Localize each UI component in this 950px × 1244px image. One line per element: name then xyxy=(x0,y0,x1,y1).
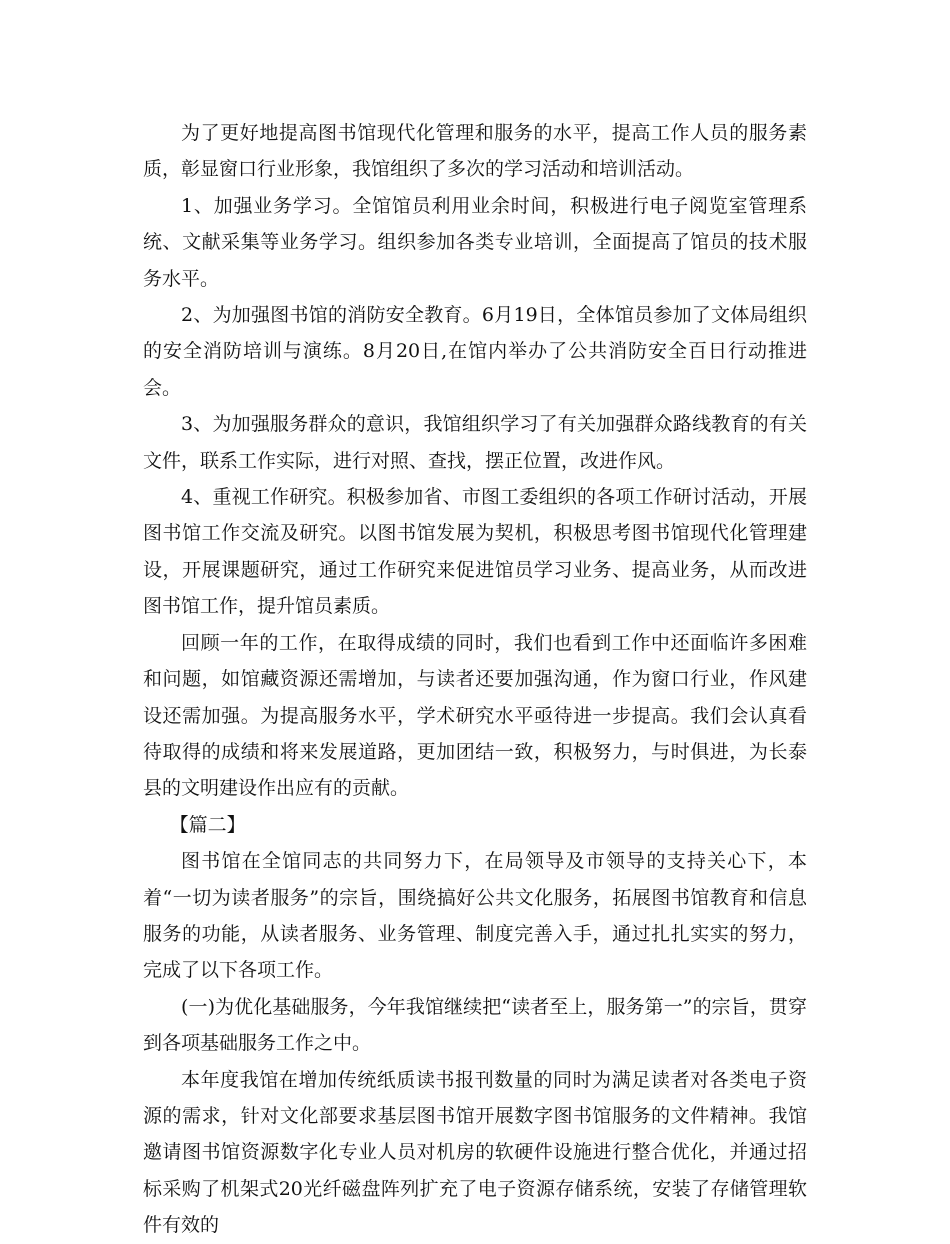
section-paragraph-intro: 图书馆在全馆同志的共同努力下，在局领导及市领导的支持关心下，本着“一切为读者服务”的宗旨，围绕搞好公共文化服务，拓展图书馆教育和信息服务的功能，从读者服务、业务管理、制度完善入手，通过扎扎实实的努力，完成了以下各项工作。 xyxy=(143,850,807,982)
paragraph-item-1: 1、加强业务学习。全馆馆员利用业余时间，积极进行电子阅览室管理系统、文献采集等业务学习。组织参加各类专业培训，全面提高了馆员的技术服务水平。 xyxy=(143,194,807,290)
paragraph-item-4: 4、重视工作研究。积极参加省、市图工委组织的各项工作研讨活动，开展图书馆工作交流及研究。以图书馆发展为契机，积极思考图书馆现代化管理建设，开展课题研究，通过工作研究来促进馆员学习业务、提高业务，从而改进图书馆工作，提升馆员素质。 xyxy=(143,486,807,618)
paragraph-item-3: 3、为加强服务群众的意识，我馆组织学习了有关加强群众路线教育的有关文件，联系工作实际，进行对照、查找，摆正位置，改进作风。 xyxy=(143,413,807,472)
paragraph-item-2: 2、为加强图书馆的消防安全教育。6月19日，全体馆员参加了文体局组织的安全消防培训与演练。8月20日,在馆内举办了公共消防安全百日行动推进会。 xyxy=(143,304,807,399)
section-paragraph-item-1: (一)为优化基础服务，今年我馆继续把“读者至上，服务第一”的宗旨，贯穿到各项基础服务工作之中。 xyxy=(143,995,807,1055)
paragraph-review: 回顾一年的工作，在取得成绩的同时，我们也看到工作中还面临许多困难和问题，如馆藏资源还需增加，与读者还要加强沟通，作为窗口行业，作风建设还需加强。为提高服务水平，学术研究水平亟待进一步提高。我们会认真看待取得的成绩和将来发展道路，更加团结一致，积极努力，与时俱进，为长泰县的文明建设作出应有的贡献。 xyxy=(143,631,807,800)
document-body xyxy=(143,115,807,1244)
section-title: 【篇二】 xyxy=(169,813,246,836)
paragraph-intro: 为了更好地提高图书馆现代化管理和服务的水平，提高工作人员的服务素质，彰显窗口行业形象，我馆组织了多次的学习活动和培训活动。 xyxy=(143,122,807,181)
section-paragraph-digital: 本年度我馆在增加传统纸质读书报刊数量的同时为满足读者对各类电子资源的需求，针对文化部要求基层图书馆开展数字图书馆服务的文件精神。我馆邀请图书馆资源数字化专业人员对机房的软硬件设施进行整合优化，并通过招标采购了机架式20光纤磁盘阵列扩充了电子资源存储系统，安装了存储管理软件有效的 xyxy=(143,1068,807,1237)
